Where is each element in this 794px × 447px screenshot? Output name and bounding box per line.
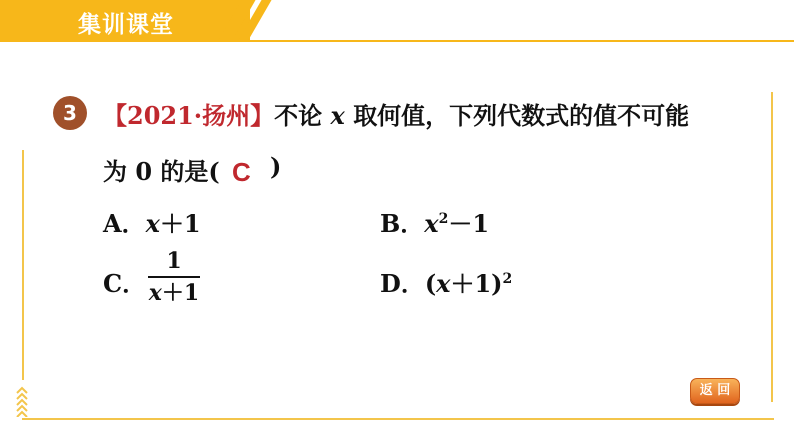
back-button[interactable]: 返 回 [690, 378, 740, 404]
option-exponent: 2 [502, 271, 513, 287]
frame-line-bottom [22, 418, 774, 420]
banner-underline [0, 40, 794, 42]
question-source-tag: 【2021·扬州】 [103, 101, 275, 130]
fraction-bar [148, 276, 200, 278]
option-c-fraction [148, 248, 200, 306]
option-variable: x [145, 209, 160, 238]
option-label: D． [380, 269, 425, 298]
option-d [380, 264, 512, 299]
option-expression: ( [424, 269, 437, 298]
question-stem-line1 [103, 96, 689, 131]
stem-variable: x [330, 101, 345, 130]
option-expression: ＋1) [450, 269, 503, 298]
option-variable: x [424, 209, 439, 238]
fraction-denominator: x＋1 [148, 280, 200, 306]
option-label: A． [103, 209, 146, 238]
option-b [380, 204, 489, 239]
answer-choice: C [232, 157, 251, 187]
chevron-up-icon [14, 385, 30, 417]
option-expression: －1 [448, 209, 490, 238]
option-variable: x [436, 269, 451, 298]
section-title: 集训课堂 [78, 12, 174, 38]
option-expression: ＋1 [159, 209, 201, 238]
option-label: B． [380, 209, 425, 238]
question-number-badge: 3 [53, 96, 87, 130]
stem-text: 取何值，下列代数式的值不可能 [353, 101, 690, 130]
option-exponent: 2 [438, 211, 449, 227]
stem-text: 不论 [274, 101, 323, 130]
option-c-label: C． [103, 269, 147, 298]
question-stem-line2: 为 0 的是( [103, 157, 220, 186]
fraction-numerator: 1 [166, 248, 182, 274]
option-a [103, 204, 201, 239]
top-banner [0, 0, 794, 44]
frame-line-right [771, 92, 773, 402]
answer-close-paren: ) [270, 152, 282, 181]
frame-line-left [22, 150, 24, 380]
